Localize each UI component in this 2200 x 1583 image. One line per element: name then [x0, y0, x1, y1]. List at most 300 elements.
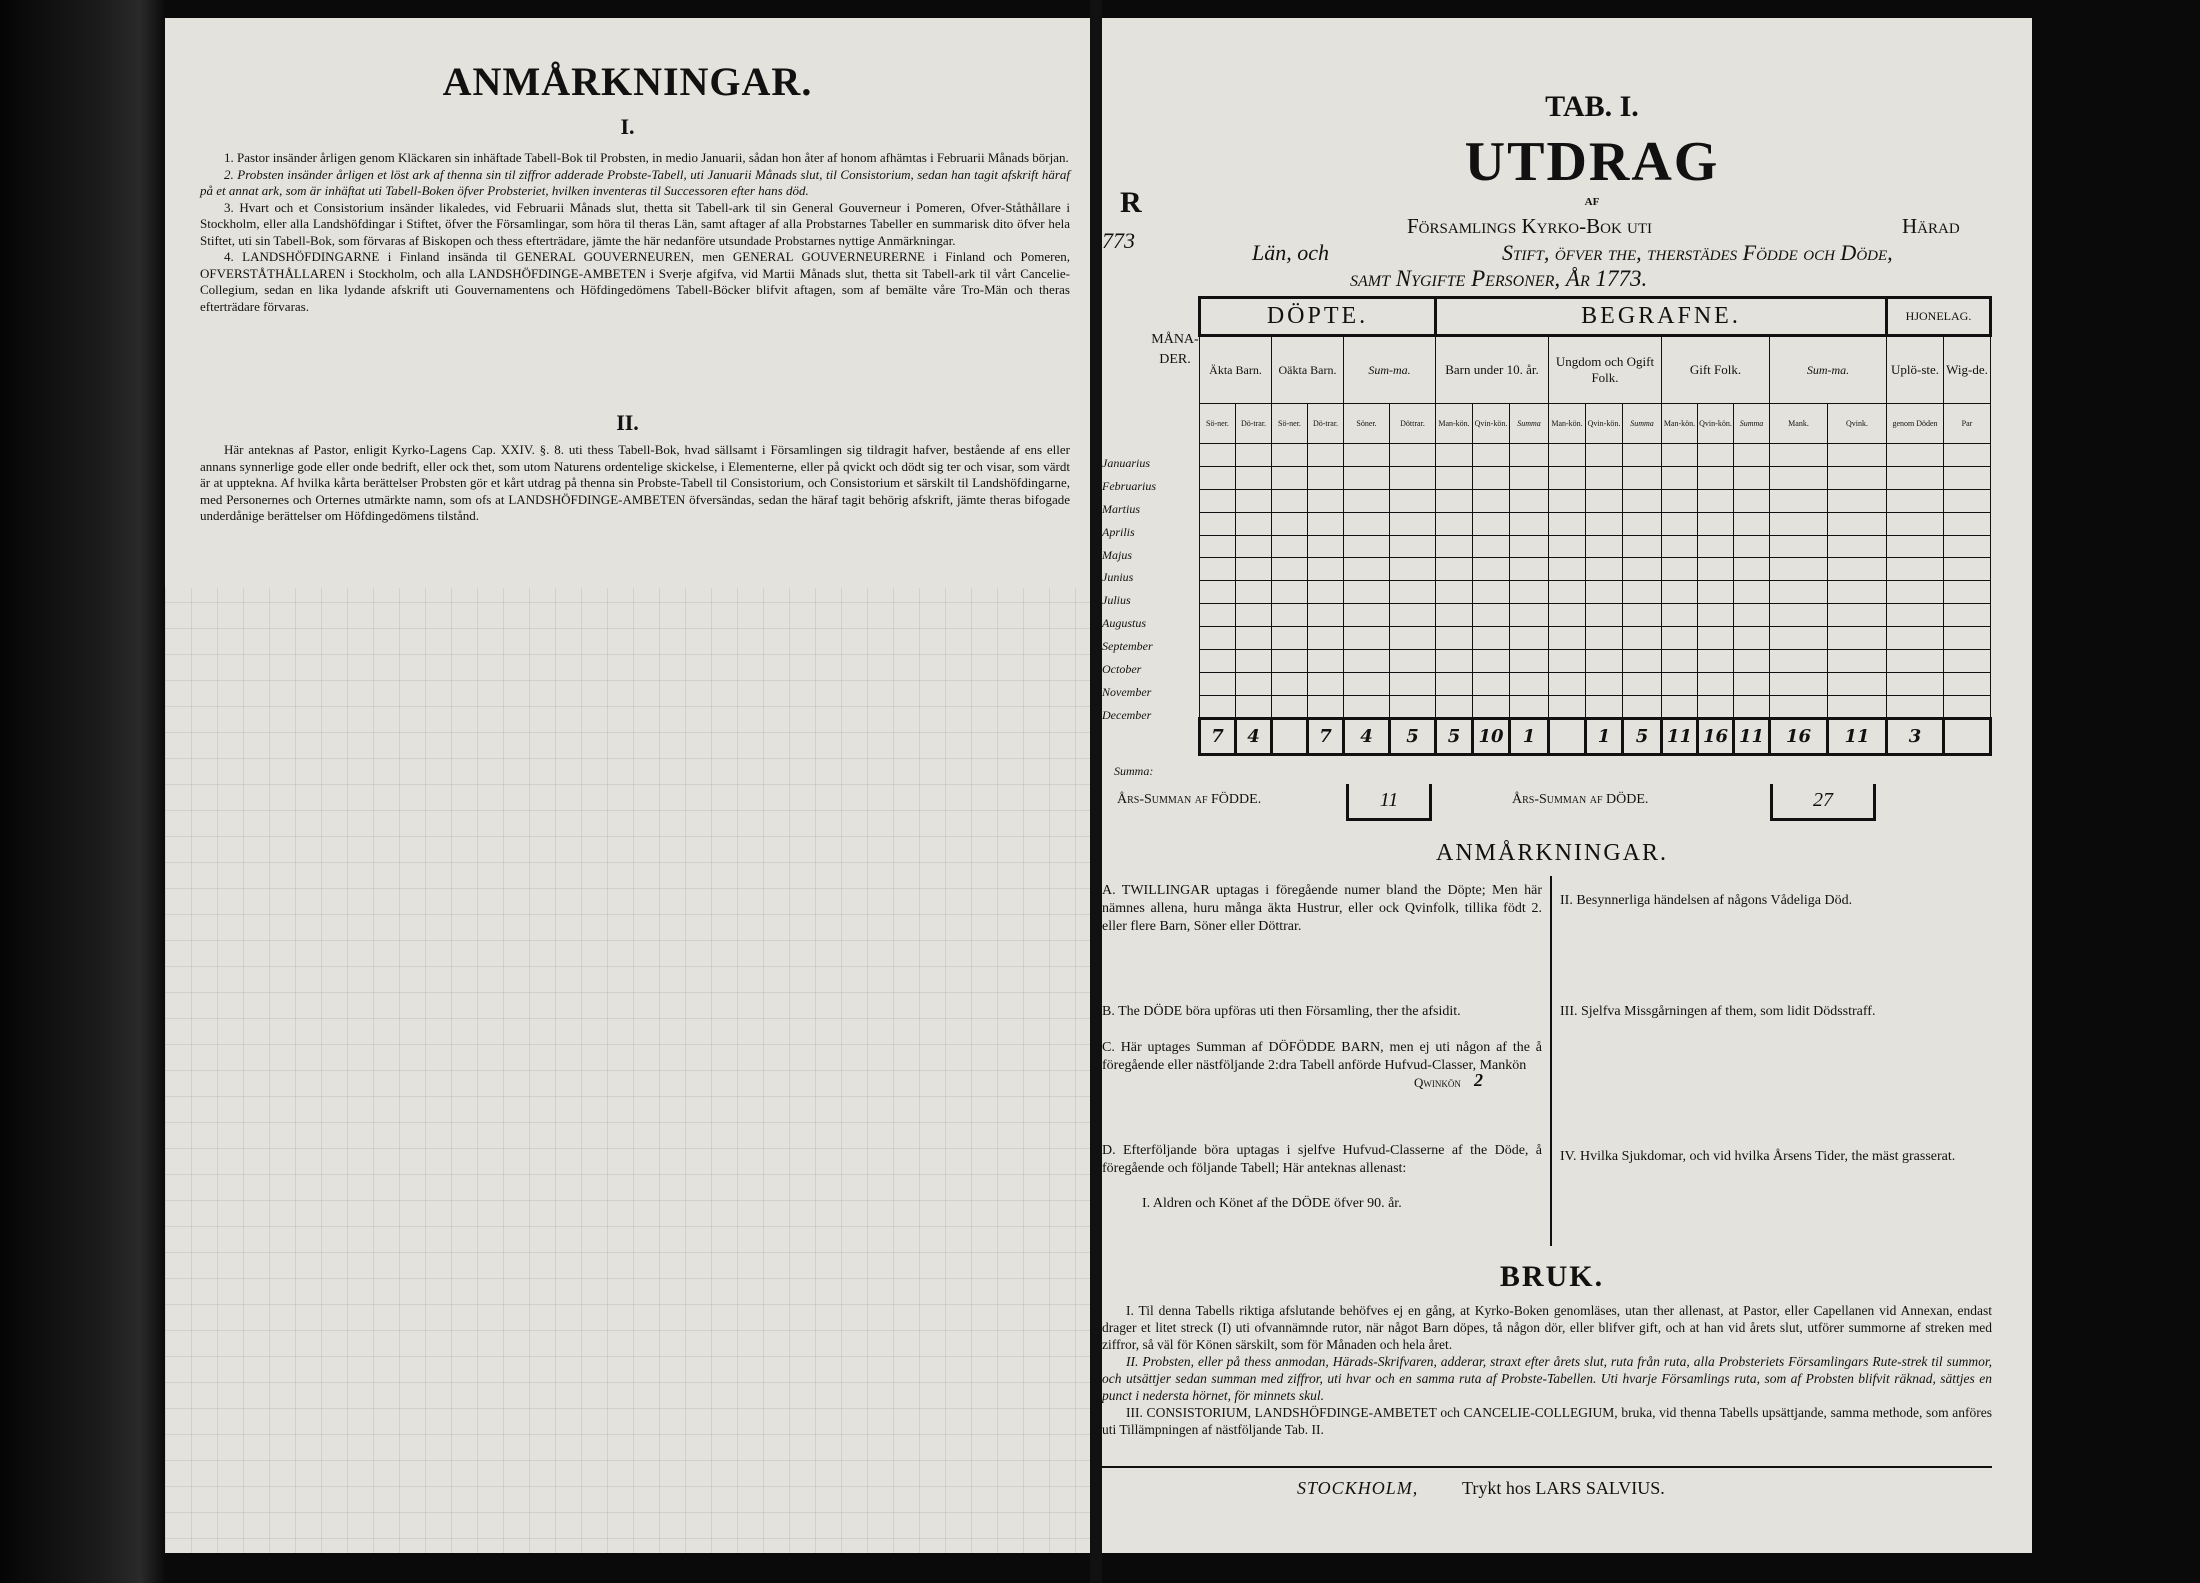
tally-cell — [1662, 581, 1698, 604]
right-page — [1102, 18, 2032, 1553]
tally-cell — [1473, 466, 1510, 489]
tally-cell — [1662, 695, 1698, 718]
tally-cell — [1308, 512, 1344, 535]
notes-divider — [1550, 876, 1552, 1246]
tab-label: TAB. I. — [1545, 90, 1639, 123]
note-iv: IV. Hvilka Sjukdomar, och vid hvilka Årsens Tider, the mäst grasserat. — [1560, 1149, 1956, 1164]
tally-cell — [1200, 650, 1236, 673]
tally-cell — [1770, 695, 1828, 718]
af-label: AF — [1584, 196, 1600, 208]
margin-year: 773 — [1102, 228, 1135, 253]
manader-header: MÅNA-DER. — [1151, 332, 1199, 367]
summa-cell — [1698, 718, 1734, 754]
tally-cell — [1887, 672, 1944, 695]
tally-cell — [1344, 581, 1390, 604]
bruk-1: I. Til denna Tabells riktiga afslutande behöfves ej en gång, at Kyrko-Boken genomläses, utan ther allenast, at Pastor, eller Capellanen vid Annexan, endast drager et litet streck (I) uti ofvannämnde rutor, när något Barn döpes, tå någon dör, eller blifver gift, och at han vid årets slut, utförer summorne af streken med ziffror, så väl för Könen särskilt, som för Månaden och hela året. — [1102, 1303, 1992, 1352]
tally-cell — [1698, 466, 1734, 489]
tally-cell — [1944, 558, 1991, 581]
tally-cell — [1944, 466, 1991, 489]
tally-cell — [1734, 489, 1770, 512]
tally-cell — [1344, 604, 1390, 627]
tally-cell — [1887, 466, 1944, 489]
tally-cell — [1828, 650, 1887, 673]
summa-cell — [1236, 718, 1272, 754]
left-instructions — [200, 150, 1070, 315]
note-c-qwinkon: Qwinkön — [1414, 1075, 1461, 1090]
utdrag-title: UTDRAG — [1464, 131, 1720, 193]
tally-cell — [1549, 489, 1586, 512]
col-qvinkon: Qvin-kön. — [1586, 404, 1623, 444]
month-label: Julius — [1102, 593, 1131, 608]
col-summa: Summa — [1734, 404, 1770, 444]
summa-cell — [1510, 718, 1549, 754]
tally-cell — [1944, 489, 1991, 512]
tally-cell — [1308, 672, 1344, 695]
summa-value: 7 — [1211, 725, 1224, 747]
tally-cell — [1770, 604, 1828, 627]
tally-cell — [1473, 627, 1510, 650]
summa-cell — [1887, 718, 1944, 754]
tally-cell — [1623, 604, 1662, 627]
imprint-printer: Trykt hos LARS SALVIUS. — [1462, 1478, 1665, 1498]
month-label: October — [1102, 662, 1142, 677]
ungdom-header: Ungdom och Ogift Folk. — [1549, 336, 1662, 404]
tally-cell — [1734, 535, 1770, 558]
tally-cell — [1586, 695, 1623, 718]
barn-under-header: Barn under 10. år. — [1436, 336, 1549, 404]
tally-cell — [1436, 650, 1473, 673]
month-row — [1200, 650, 1991, 673]
tally-cell — [1308, 581, 1344, 604]
tally-cell — [1473, 650, 1510, 673]
tally-cell — [1828, 604, 1887, 627]
tally-cell — [1236, 512, 1272, 535]
tally-cell — [1436, 695, 1473, 718]
tally-cell — [1586, 512, 1623, 535]
tally-cell — [1510, 444, 1549, 467]
tally-cell — [1698, 444, 1734, 467]
tally-cell — [1549, 604, 1586, 627]
tally-cell — [1734, 650, 1770, 673]
tally-cell — [1662, 535, 1698, 558]
tally-cell — [1623, 512, 1662, 535]
tally-cell — [1436, 581, 1473, 604]
tally-cell — [1510, 650, 1549, 673]
month-row — [1200, 695, 1991, 718]
bruk-title: BRUK. — [1499, 1260, 1605, 1293]
col-qvink: Qvink. — [1828, 404, 1887, 444]
section-two-numeral: II. — [616, 410, 639, 435]
tally-cell — [1770, 627, 1828, 650]
tally-cell — [1944, 581, 1991, 604]
tally-cell — [1510, 627, 1549, 650]
tally-cell — [1698, 489, 1734, 512]
summa-cell — [1586, 718, 1623, 754]
tally-cell — [1770, 558, 1828, 581]
summa-value: 1 — [1522, 725, 1536, 747]
tally-cell — [1436, 512, 1473, 535]
tally-cell — [1828, 581, 1887, 604]
tally-cell — [1770, 444, 1828, 467]
tally-cell — [1734, 627, 1770, 650]
tally-cell — [1344, 627, 1390, 650]
tally-cell — [1698, 695, 1734, 718]
ars-fodde-label: Års-Summan af FÖDDE. — [1117, 792, 1262, 807]
tally-cell — [1944, 695, 1991, 718]
dopte-summa-header: Sum-ma. — [1344, 336, 1436, 404]
tally-cell — [1236, 672, 1272, 695]
tally-cell — [1662, 512, 1698, 535]
ars-fodde-value: 11 — [1346, 784, 1432, 821]
tally-cell — [1236, 627, 1272, 650]
tally-cell — [1200, 558, 1236, 581]
tally-cell — [1200, 466, 1236, 489]
summa-cell — [1623, 718, 1662, 754]
tally-cell — [1390, 444, 1436, 467]
tally-cell — [1586, 650, 1623, 673]
tally-cell — [1586, 444, 1623, 467]
tally-cell — [1272, 512, 1308, 535]
tally-cell — [1662, 650, 1698, 673]
tally-cell — [1734, 695, 1770, 718]
header-line-1b: Härad — [1902, 214, 1960, 238]
tally-cell — [1390, 512, 1436, 535]
note-ii: II. Besynnerliga händelsen af någons Vådeliga Död. — [1560, 893, 1853, 908]
tally-cell — [1887, 558, 1944, 581]
tally-cell — [1390, 672, 1436, 695]
tally-cell — [1200, 695, 1236, 718]
tally-cell — [1473, 512, 1510, 535]
tally-cell — [1828, 444, 1887, 467]
tally-cell — [1887, 581, 1944, 604]
col-genom-doden: genom Döden — [1887, 404, 1944, 444]
tally-cell — [1549, 444, 1586, 467]
col-mankon: Man-kön. — [1436, 404, 1473, 444]
tally-cell — [1473, 695, 1510, 718]
tally-cell — [1272, 489, 1308, 512]
month-row — [1200, 558, 1991, 581]
month-label: Aprilis — [1102, 524, 1135, 539]
tally-cell — [1549, 535, 1586, 558]
tally-cell — [1272, 466, 1308, 489]
summa-value: 5 — [1447, 725, 1461, 747]
tally-cell — [1887, 489, 1944, 512]
tally-cell — [1623, 627, 1662, 650]
col-dottrar: Dö-trar. — [1236, 404, 1272, 444]
tally-cell — [1828, 466, 1887, 489]
tally-cell — [1510, 558, 1549, 581]
tally-cell — [1623, 695, 1662, 718]
tally-cell — [1662, 489, 1698, 512]
summa-value: 10 — [1478, 725, 1504, 747]
tally-cell — [1734, 581, 1770, 604]
tally-cell — [1272, 604, 1308, 627]
month-row — [1200, 466, 1991, 489]
tally-cell — [1944, 535, 1991, 558]
tally-cell — [1662, 627, 1698, 650]
register-table — [1198, 296, 1992, 756]
instruction-3: 3. Hvart och et Consistorium insänder likaledes, vid Februarii Månads slut, thetta sit Tabell-ark til sin General Gouverneur i Pomeren, Ofver-Ståthållare i Stockholm, eller alla Landshöfdingar i Stiftet, öfver the Församlingar, som höra til theras Län, samt aftager af alla Probstarnes Tabeller en summarisk dito öfver hela Stiftet, uti sin Tabell-Bok, som förvaras af Biskopen och thess efterträdare, jämte the här nedanföre utsundade Probstarnes nyttige Anmärkningar. — [200, 199, 1070, 248]
instruction-4: 4. LANDSHÖFDINGARNE i Finland insända til GENERAL GOUVERNEUREN, men GENERAL GOUVERNEURERNE i Finland och Pomeren, OFVERSTÅTHÅLLAREN i Stockholm, och alla LANDSHÖFDINGE-AMBETEN i Sverje afgifva, vid Martii Månads slut, thetta sit Tabell-ark til vårt Cancelie-Collegium, sedan en lika lydande afskrift uti Gouvernamentens och Höfdingedömens Tabell-Böcker blifvit aftagen, som af bemälte våre Tro-Män och theras efterträdare förvaras. — [200, 249, 1070, 314]
tally-cell — [1828, 695, 1887, 718]
tally-cell — [1944, 444, 1991, 467]
tally-cell — [1549, 627, 1586, 650]
tally-cell — [1436, 604, 1473, 627]
col-par: Par — [1944, 404, 1991, 444]
tally-cell — [1510, 604, 1549, 627]
summa-cell — [1770, 718, 1828, 754]
tally-cell — [1200, 627, 1236, 650]
col-summa: Summa — [1510, 404, 1549, 444]
tally-cell — [1586, 672, 1623, 695]
notes-title: ANMÅRKNINGAR. — [1435, 840, 1668, 866]
tally-cell — [1236, 535, 1272, 558]
tally-cell — [1236, 466, 1272, 489]
tally-cell — [1308, 650, 1344, 673]
tally-cell — [1828, 672, 1887, 695]
tally-cell — [1586, 466, 1623, 489]
tally-cell — [1549, 512, 1586, 535]
tally-cell — [1510, 466, 1549, 489]
oakta-barn-header: Oäkta Barn. — [1272, 336, 1344, 404]
month-label: Februarius — [1102, 478, 1156, 493]
tally-cell — [1662, 444, 1698, 467]
header-line-2b: Stift, öfver the, therstädes Födde och Döde, — [1502, 240, 1893, 265]
tally-cell — [1390, 535, 1436, 558]
tally-cell — [1698, 650, 1734, 673]
header-line-2a: Län, och — [1252, 240, 1329, 265]
tally-cell — [1308, 627, 1344, 650]
tally-cell — [1272, 535, 1308, 558]
month-labels — [1102, 452, 1212, 727]
uploste-header: Uplö-ste. — [1887, 336, 1944, 404]
tally-cell — [1887, 535, 1944, 558]
begrafne-summa-header: Sum-ma. — [1770, 336, 1887, 404]
tally-cell — [1698, 627, 1734, 650]
note-d1: I. Aldren och Könet af the DÖDE öfver 90. år. — [1142, 1196, 1402, 1211]
tally-cell — [1734, 672, 1770, 695]
note-c: C. Här uptages Summan af DÖFÖDDE BARN, men ej uti någon af the å föregående eller nästföljande 2:dra Tabell anförde Hufvud-Classer, Mankön — [1102, 1040, 1542, 1073]
summa-cell — [1390, 718, 1436, 754]
tally-cell — [1662, 466, 1698, 489]
tally-cell — [1344, 535, 1390, 558]
summa-value: 16 — [1785, 725, 1812, 747]
tally-cell — [1510, 672, 1549, 695]
month-label: Martius — [1102, 501, 1141, 516]
tally-cell — [1887, 650, 1944, 673]
imprint-rule — [1102, 1466, 1992, 1468]
ars-dode-label: Års-Summan af DÖDE. — [1512, 792, 1649, 807]
tally-cell — [1390, 627, 1436, 650]
tally-cell — [1344, 444, 1390, 467]
tally-cell — [1770, 535, 1828, 558]
tally-cell — [1200, 581, 1236, 604]
left-page — [165, 18, 1090, 1553]
month-label: Junius — [1102, 570, 1134, 585]
margin-letter: R — [1120, 186, 1142, 219]
imprint-city: STOCKHOLM, — [1297, 1478, 1419, 1498]
summa-cell — [1308, 718, 1344, 754]
col-summa: Summa — [1623, 404, 1662, 444]
tally-cell — [1770, 466, 1828, 489]
bruk-2: II. Probsten, eller på thess anmodan, Härads-Skrifvaren, adderar, straxt efter årets slut, ruta från ruta, alla Probsteriets Församlingars Rute-strek til summor, och utsättjer sedan summan med ziffror, uti hvar och en samma ruta af Probste-Tabellen. Uti hvarje Församlings ruta, som af Probsten blifvit räknad, sättjes en punct i nedersta hörnet, för minnets skul. — [1102, 1354, 1992, 1403]
tally-cell — [1308, 444, 1344, 467]
tally-cell — [1308, 466, 1344, 489]
tally-cell — [1510, 512, 1549, 535]
month-label: Majus — [1102, 547, 1132, 562]
tally-cell — [1200, 672, 1236, 695]
tally-cell — [1473, 489, 1510, 512]
tally-cell — [1944, 512, 1991, 535]
tally-cell — [1308, 604, 1344, 627]
instruction-2: 2. Probsten insänder årligen et löst ark af thenna sin til ziffror adderade Probste-Tabell, uti Januarii Månads slut, til Consistorium, sedan han tagit afskrift häraf på et annat ark, som är inhäftat uti Tabell-Boken öfver Probsteriet, hvilken inventeras til Successoren efter hans död. — [200, 166, 1070, 198]
tally-cell — [1473, 444, 1510, 467]
tally-cell — [1698, 581, 1734, 604]
summa-value: 1 — [1597, 725, 1611, 747]
tally-cell — [1698, 512, 1734, 535]
section-one-numeral: I. — [620, 114, 635, 139]
tally-cell — [1390, 466, 1436, 489]
col-soner: Sö-ner. — [1272, 404, 1308, 444]
tally-cell — [1828, 558, 1887, 581]
tally-cell — [1272, 627, 1308, 650]
tally-cell — [1623, 558, 1662, 581]
tally-cell — [1200, 512, 1236, 535]
tally-cell — [1236, 604, 1272, 627]
tally-cell — [1770, 581, 1828, 604]
tally-cell — [1473, 558, 1510, 581]
note-iii: III. Sjelfva Missgårningen af them, som lidit Dödsstraff. — [1560, 1004, 1876, 1019]
summa-value: 16 — [1702, 725, 1729, 747]
tally-cell — [1390, 581, 1436, 604]
instruction-5: Här anteknas af Pastor, enligit Kyrko-Lagens Cap. XXIV. §. 8. uti thess Tabell-Bok, hvad sällsamt i Församlingen sig tildragit hafver, bestående af ens eller annans synnerlige gode eller onde bedrift, eller ock thet, som utom Naturens ordentelige skickelse, i Elementerne, eller på qvickt och dödt sig ter och visar, som värdt är at upptekna. Af hvilka kårta berättelser Probsten gör et kårt utdrag på thenna sin Probste-Tabell til Consistorium, och Consistorium et särskilt til Landshöfdingarne, med Personernes och Orternes utmärkte namn, som ofs at LANDSHÖFDINGE-AMBETEN öfversändas, sedan the häraf tagit behörig afskrift, jämte theras bifogade underdånige berättelser om Höfdingedömens tilstånd. — [200, 442, 1070, 523]
tally-cell — [1436, 489, 1473, 512]
tally-cell — [1698, 672, 1734, 695]
dopte-header: DÖPTE. — [1200, 298, 1436, 336]
tally-cell — [1236, 581, 1272, 604]
tally-cell — [1272, 581, 1308, 604]
tally-cell — [1549, 672, 1586, 695]
col-mank: Mank. — [1770, 404, 1828, 444]
tally-cell — [1623, 581, 1662, 604]
tally-cell — [1623, 466, 1662, 489]
month-row — [1200, 535, 1991, 558]
tally-cell — [1272, 672, 1308, 695]
tally-cell — [1390, 695, 1436, 718]
tally-cell — [1734, 512, 1770, 535]
tally-cell — [1734, 466, 1770, 489]
tally-cell — [1390, 558, 1436, 581]
col-qvinkon: Qvin-kön. — [1473, 404, 1510, 444]
tally-cell — [1623, 650, 1662, 673]
summa-cell — [1549, 718, 1586, 754]
tally-cell — [1734, 604, 1770, 627]
tally-cell — [1887, 604, 1944, 627]
summa-cell — [1344, 718, 1390, 754]
tally-cell — [1770, 512, 1828, 535]
tally-cell — [1436, 444, 1473, 467]
tally-cell — [1344, 558, 1390, 581]
tally-cell — [1344, 466, 1390, 489]
month-label: Augustus — [1102, 616, 1147, 631]
tally-cell — [1200, 444, 1236, 467]
summa-value: 3 — [1908, 725, 1922, 747]
tally-cell — [1887, 512, 1944, 535]
tally-cell — [1698, 535, 1734, 558]
tally-cell — [1436, 466, 1473, 489]
month-label: Januarius — [1102, 456, 1150, 470]
left-section-two — [200, 442, 1070, 525]
tally-cell — [1272, 650, 1308, 673]
summa-value: 11 — [1738, 725, 1765, 747]
tally-cell — [1944, 672, 1991, 695]
tally-cell — [1828, 535, 1887, 558]
tally-cell — [1308, 695, 1344, 718]
tally-cell — [1586, 604, 1623, 627]
tally-cell — [1272, 695, 1308, 718]
summa-row-label: Summa: — [1114, 764, 1154, 778]
ars-dode-value: 27 — [1770, 784, 1876, 821]
summa-row — [1200, 718, 1991, 754]
col-soner: Sö-ner. — [1200, 404, 1236, 444]
hjonelag-header: HJONELAG. — [1887, 298, 1991, 336]
col-soner: Söner. — [1344, 404, 1390, 444]
month-row — [1200, 489, 1991, 512]
summa-cell — [1436, 718, 1473, 754]
month-row — [1200, 627, 1991, 650]
tally-cell — [1549, 558, 1586, 581]
summa-cell — [1200, 718, 1236, 754]
bruk-3: III. CONSISTORIUM, LANDSHÖFDINGE-AMBETET och CANCELIE-COLLEGIUM, bruka, vid thenna Tabells upsättjande, samma methode, som anföres uti Tillämpningen af nästföljande Tab. II. — [1102, 1405, 1992, 1437]
tally-cell — [1272, 558, 1308, 581]
tally-cell — [1586, 489, 1623, 512]
tally-cell — [1828, 627, 1887, 650]
left-title: ANMÅRKNINGAR. — [442, 59, 813, 104]
tally-cell — [1236, 558, 1272, 581]
tally-cell — [1828, 512, 1887, 535]
tally-cell — [1272, 444, 1308, 467]
month-row — [1200, 604, 1991, 627]
note-a: A. TWILLINGAR uptagas i föregående numer bland the Döpte; Men här nämnes allena, huru många äkta Hustrur, eller ock Qvinfolk, tillika födt 2. eller flere Barn, Söner eller Döttrar. — [1102, 883, 1542, 934]
tally-cell — [1390, 604, 1436, 627]
tally-cell — [1549, 695, 1586, 718]
tally-cell — [1308, 489, 1344, 512]
book-edge-left — [0, 0, 165, 1583]
month-row — [1200, 444, 1991, 467]
tally-cell — [1344, 672, 1390, 695]
tally-cell — [1662, 672, 1698, 695]
tally-cell — [1698, 558, 1734, 581]
tally-cell — [1236, 489, 1272, 512]
col-dottrar: Döttrar. — [1390, 404, 1436, 444]
tally-cell — [1308, 535, 1344, 558]
tally-cell — [1770, 650, 1828, 673]
tally-cell — [1344, 650, 1390, 673]
summa-value: 5 — [1635, 725, 1649, 747]
col-qvinkon: Qvin-kön. — [1698, 404, 1734, 444]
col-dottrar: Dö-trar. — [1308, 404, 1344, 444]
summa-cell — [1473, 718, 1510, 754]
note-b: B. The DÖDE böra upföras uti then Församling, ther the afsidit. — [1102, 1004, 1461, 1019]
tally-cell — [1944, 604, 1991, 627]
month-label: September — [1102, 639, 1153, 654]
month-row — [1200, 512, 1991, 535]
tally-cell — [1623, 672, 1662, 695]
tally-cell — [1510, 489, 1549, 512]
tally-cell — [1390, 650, 1436, 673]
tally-cell — [1344, 512, 1390, 535]
note-c-value: 2 — [1474, 1070, 1483, 1090]
